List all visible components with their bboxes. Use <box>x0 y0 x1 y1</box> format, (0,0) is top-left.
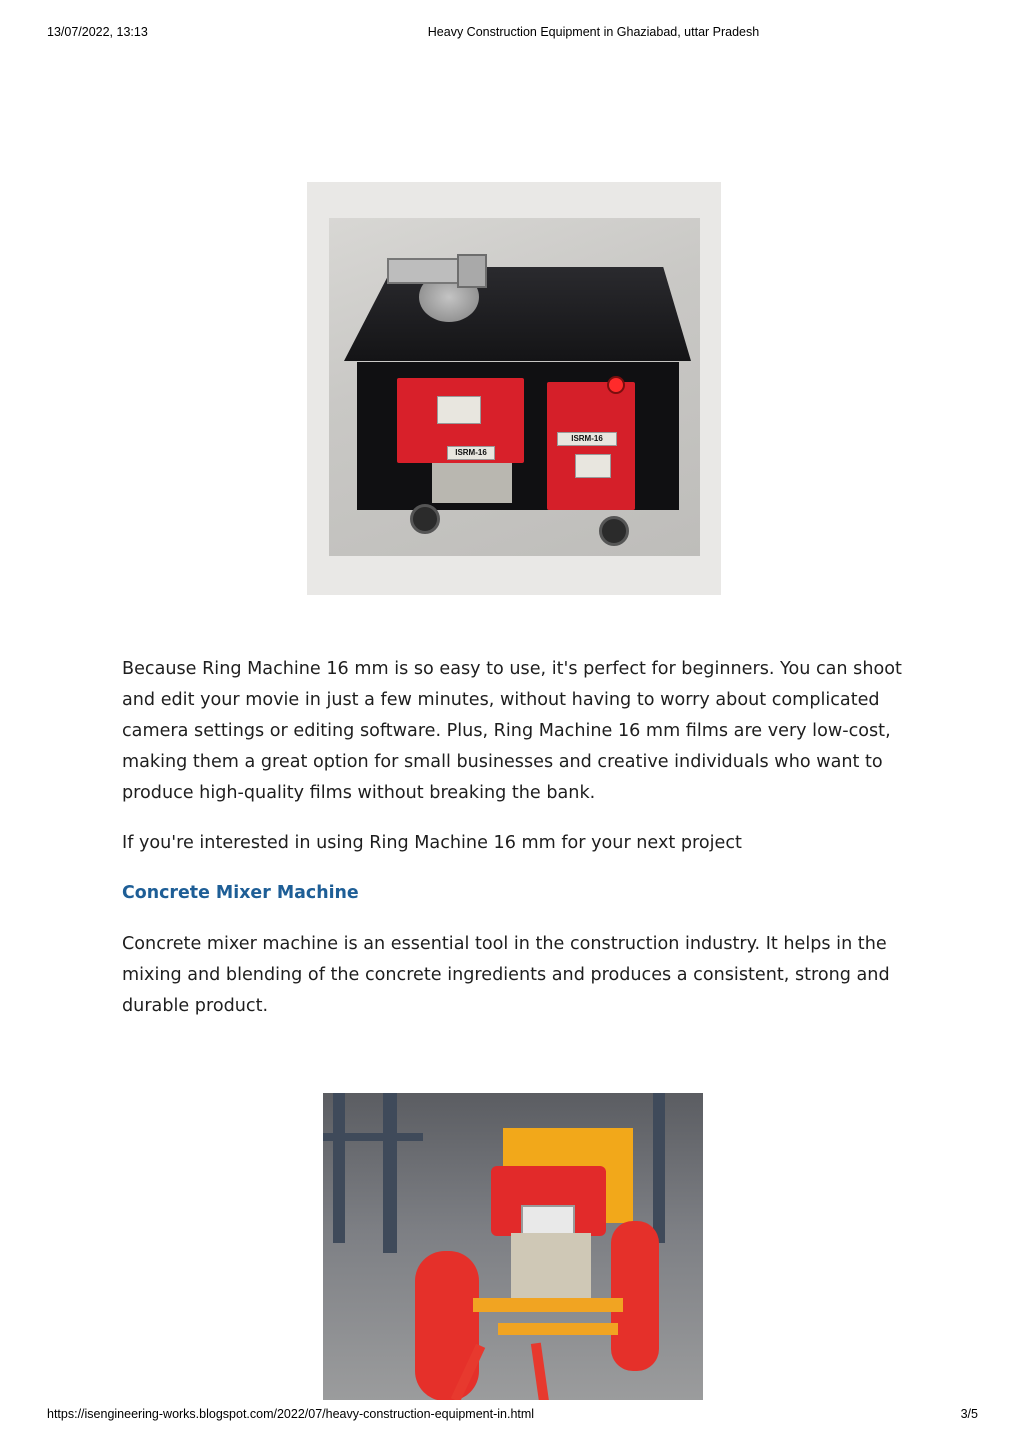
machine-model-label-left: ISRM-16 <box>447 446 495 460</box>
background-shelf <box>333 1093 345 1243</box>
print-url: https://isengineering-works.blogspot.com/2022/07/heavy-construction-equipment-in.html <box>47 1407 535 1421</box>
section-heading-link[interactable]: Concrete Mixer Machine <box>122 883 359 903</box>
emergency-stop-knob <box>607 376 625 394</box>
print-datetime: 13/07/2022, 13:13 <box>47 25 148 39</box>
machine-plate-left <box>437 396 481 424</box>
print-footer <box>0 1407 1024 1425</box>
print-page-title: Heavy Construction Equipment in Ghaziabad, uttar Pradesh <box>427 25 760 39</box>
machine-wheel-left <box>410 504 440 534</box>
engine-grille <box>521 1205 575 1235</box>
print-header <box>0 25 1024 43</box>
background-shelf <box>653 1093 665 1243</box>
machine-wheel-right <box>599 516 629 546</box>
machine-frame <box>498 1323 618 1335</box>
machine-plate-right <box>575 454 611 478</box>
machine-wheel-right <box>611 1221 659 1371</box>
machine-storage-box <box>432 463 512 503</box>
ring-machine-image <box>307 182 721 595</box>
background-shelf <box>383 1093 397 1253</box>
bender-post <box>457 254 487 288</box>
article-paragraph: Because Ring Machine 16 mm is so easy to use, it's perfect for beginners. You can shoot and edit your movie in just a few minutes, without having to worry about complicated camera settings or editing software. Plus, Ring Machine 16 mm films are very low-cost, making them a great option for small businesses and creative individuals who want to produce high-quality films without breaking the bank. <box>122 659 902 803</box>
machine-handle <box>531 1343 549 1400</box>
concrete-mixer-image <box>323 1093 703 1400</box>
machine-frame <box>473 1298 623 1312</box>
machine-model-label-right: ISRM-16 <box>557 432 617 446</box>
background-shelf <box>323 1133 423 1141</box>
article-paragraph: If you're interested in using Ring Machine 16 mm for your next project <box>122 833 742 853</box>
page-number: 3/5 <box>960 1407 978 1421</box>
engine-block <box>511 1233 591 1303</box>
bender-bar <box>387 258 467 284</box>
article-paragraph: Concrete mixer machine is an essential tool in the construction industry. It helps in the mixing and blending of the concrete ingredients and produces a consistent, strong and durable product. <box>122 934 890 1016</box>
machine-door-right <box>547 382 635 510</box>
